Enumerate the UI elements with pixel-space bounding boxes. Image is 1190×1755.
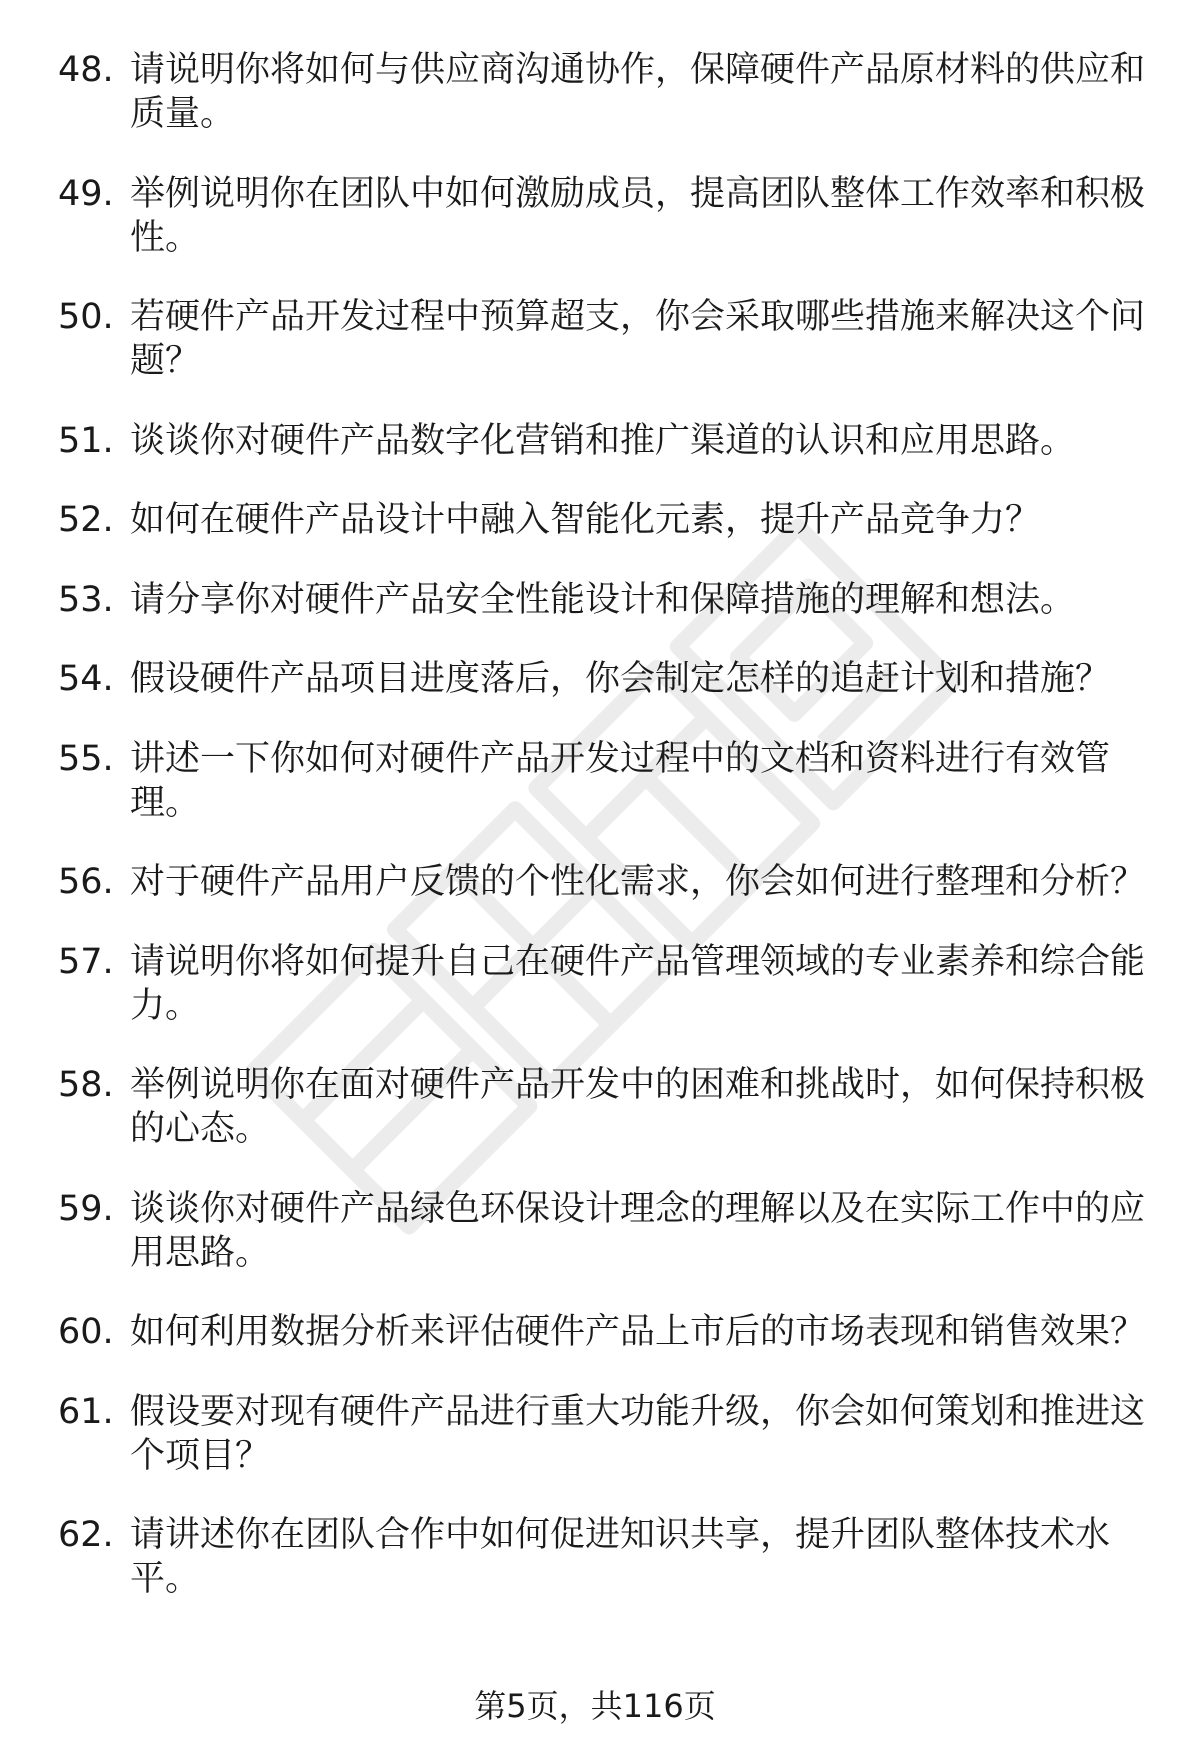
list-item [58, 1390, 1148, 1478]
question-text: 如何利用数据分析来评估硬件产品上市后的市场表现和销售效果？ [130, 1312, 1146, 1352]
question-text: 请说明你将如何提升自己在硬件产品管理领域的专业素养和综合能力。 [130, 941, 1146, 1026]
question-number: 48. [58, 50, 114, 90]
list-item [58, 419, 1148, 463]
question-text: 请说明你将如何与供应商沟通协作，保障硬件产品原材料的供应和质量。 [130, 50, 1146, 134]
question-number: 54. [58, 659, 114, 699]
list-item [58, 295, 1148, 383]
question-text: 请讲述你在团队合作中如何促进知识共享，提升团队整体技术水平。 [130, 1515, 1111, 1599]
list-item [58, 1187, 1148, 1275]
question-text: 假设硬件产品项目进度落后，你会制定怎样的追赶计划和措施？ [130, 659, 1111, 699]
question-number: 55. [58, 738, 114, 779]
question-text: 谈谈你对硬件产品绿色环保设计理念的理解以及在实际工作中的应用思路。 [130, 1188, 1146, 1273]
question-number: 61. [58, 1391, 114, 1432]
list-item [58, 498, 1148, 542]
question-number: 51. [58, 420, 114, 461]
question-text: 如何在硬件产品设计中融入智能化元素，提升产品竞争力？ [130, 500, 1041, 540]
question-number: 60. [58, 1312, 114, 1352]
list-item [58, 940, 1148, 1028]
list-item [58, 578, 1148, 622]
question-text: 讲述一下你如何对硬件产品开发过程中的文档和资料进行有效管理。 [130, 738, 1111, 823]
question-number: 53. [58, 579, 114, 620]
question-text: 对于硬件产品用户反馈的个性化需求，你会如何进行整理和分析？ [130, 862, 1146, 902]
question-text: 举例说明你在面对硬件产品开发中的困难和挑战时，如何保持积极的心态。 [130, 1065, 1146, 1149]
list-item [58, 172, 1148, 260]
page-number-label: 第5页，共116页 [474, 1687, 716, 1725]
list-item [58, 48, 1148, 136]
question-text: 举例说明你在团队中如何激励成员，提高团队整体工作效率和积极性。 [130, 173, 1146, 258]
question-number: 50. [58, 297, 114, 337]
list-item [58, 1513, 1148, 1601]
list-item [58, 657, 1148, 701]
list-item [58, 1063, 1148, 1151]
question-number: 59. [58, 1188, 114, 1229]
question-number: 62. [58, 1515, 114, 1555]
list-item [58, 737, 1148, 825]
question-text: 假设要对现有硬件产品进行重大功能升级，你会如何策划和推进这个项目？ [130, 1391, 1146, 1476]
list-item [58, 1310, 1148, 1354]
question-text: 若硬件产品开发过程中预算超支，你会采取哪些措施来解决这个问题？ [130, 297, 1146, 381]
question-text: 谈谈你对硬件产品数字化营销和推广渠道的认识和应用思路。 [130, 420, 1076, 461]
question-number: 49. [58, 173, 114, 214]
list-item [58, 860, 1148, 904]
page-footer [0, 1686, 1190, 1726]
question-number: 58. [58, 1065, 114, 1105]
question-list [58, 48, 1148, 1637]
question-number: 52. [58, 500, 114, 540]
question-number: 56. [58, 862, 114, 902]
question-text: 请分享你对硬件产品安全性能设计和保障措施的理解和想法。 [130, 579, 1076, 620]
question-number: 57. [58, 941, 114, 982]
